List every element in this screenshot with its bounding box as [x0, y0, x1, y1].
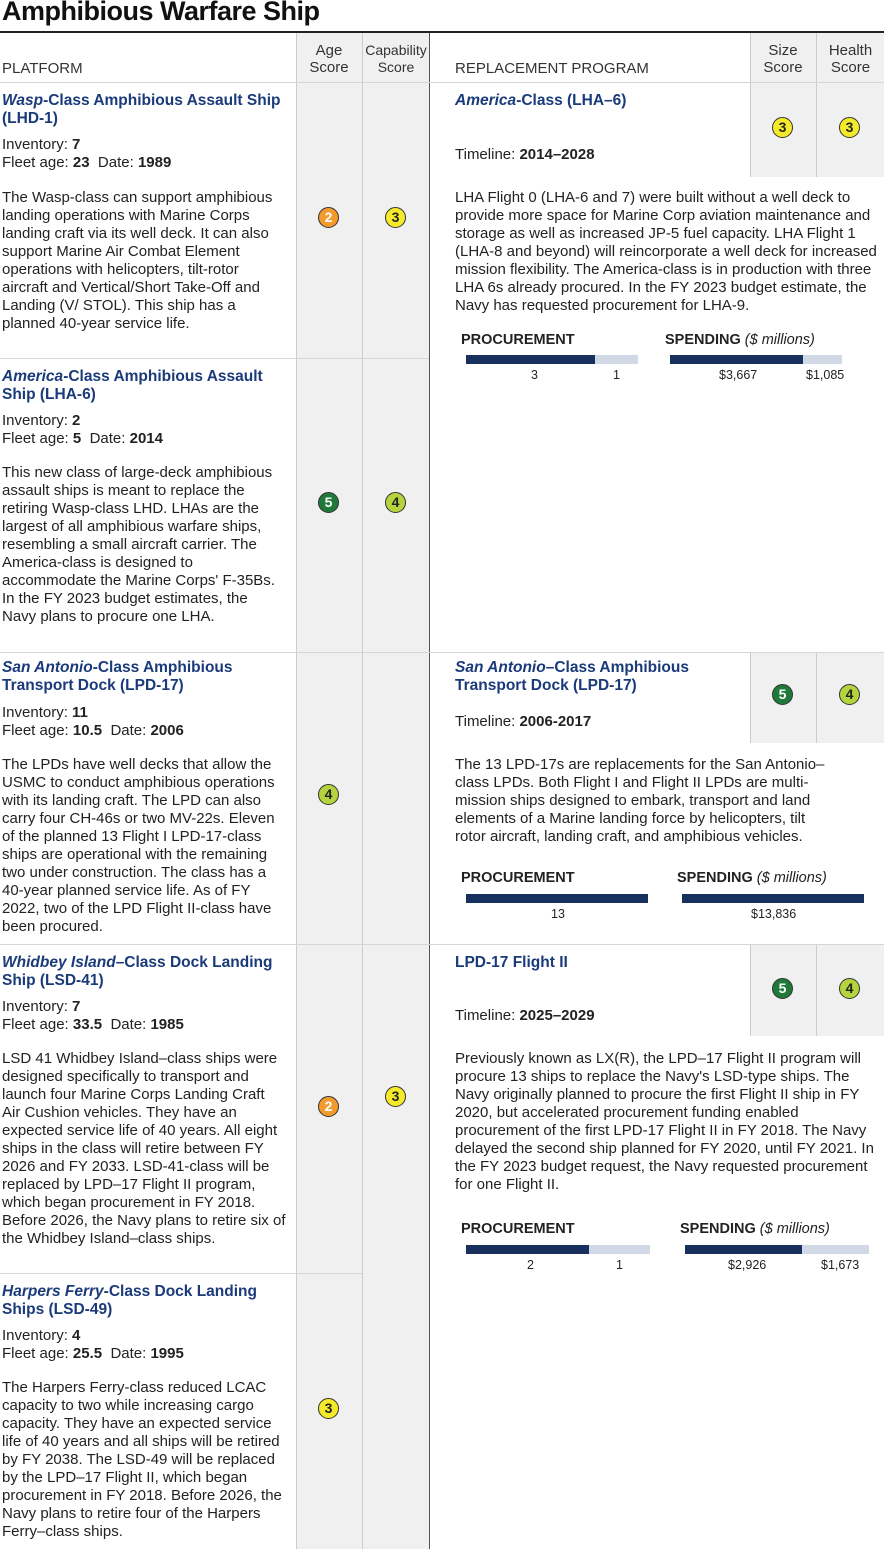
header-line: Health	[828, 42, 873, 59]
platform-description: This new class of large-deck amphibious assault ships is meant to replace the retiring Wasp-class LHD. LHAs are the largest of all amphibious warfare ships, resembling a small aircraft carrier. The America-class is designed to accommodate the Marine Corps' F-35Bs. In the FY 2023 budget estimates, the Navy plans to procure one LHA.	[2, 464, 275, 625]
spending-remaining-value: $1,673	[821, 1258, 860, 1272]
size-score-badge: 5	[772, 978, 793, 999]
header-line: Score	[763, 59, 803, 76]
program-description: The 13 LPD-17s are replacements for the San Antonio–class LPDs. Both Flight I and Flight II LPDs are multi-mission ships designed to embark, transport and land elements of a Marine landing force by helicopters, tilt rotor aircraft, landing craft, and amphibious vehicles.	[455, 756, 825, 845]
age-score-badge: 2	[318, 1096, 339, 1117]
procurement-done-value: 3	[531, 368, 538, 382]
platform-name: Whidbey Island–Class Dock Landing Ship (LSD-41)	[2, 954, 273, 989]
page-title: Amphibious Warfare Ship	[2, 0, 320, 26]
health-score-badge: 4	[839, 978, 860, 999]
size-score-header	[750, 42, 816, 76]
health-score-header	[817, 42, 884, 76]
divider	[750, 945, 751, 1036]
capability-score-badge: 3	[385, 1086, 406, 1107]
platform-meta: Inventory: 2 Fleet age: 5 Date: 2014	[2, 412, 163, 447]
section-divider	[429, 33, 430, 1549]
header-line: Score	[377, 59, 415, 75]
age-score-header	[296, 42, 362, 76]
size-score-badge: 3	[772, 117, 793, 138]
row-rule	[0, 1273, 362, 1274]
procurement-done-value: 13	[551, 907, 565, 921]
platform-meta: Inventory: 7 Fleet age: 23 Date: 1989	[2, 136, 172, 171]
replacement-header: REPLACEMENT PROGRAM	[455, 60, 649, 77]
spending-bar	[685, 1245, 869, 1254]
procurement-bar	[466, 355, 638, 364]
program-name: LPD-17 Flight II	[455, 954, 568, 971]
capability-score-badge: 3	[385, 207, 406, 228]
procurement-bar-fill	[466, 894, 648, 903]
platform-name: Harpers Ferry-Class Dock Landing Ships (LSD-49)	[2, 1283, 257, 1318]
spending-done-value: $2,926	[728, 1258, 767, 1272]
spending-bar-fill	[682, 894, 864, 903]
header-line: Capability	[365, 42, 427, 58]
program-name: America-Class (LHA–6)	[455, 92, 627, 109]
program-name: San Antonio–Class Amphibious Transport Dock (LPD-17)	[455, 659, 689, 694]
health-score-badge: 3	[839, 117, 860, 138]
procurement-bar-fill	[466, 1245, 589, 1254]
procurement-bar	[466, 1245, 650, 1254]
spending-label: SPENDING ($ millions)	[677, 870, 827, 886]
platform-description: The LPDs have well decks that allow the USMC to conduct amphibious operations with its landing craft. The LPD can also carry four CH-46s or two MV-22s. Eleven of the planned 13 Flight I LPD-17-class ships are operational with the remaining two under construction. The class has a 40-year planned service life. As of FY 2022, two of the LPD Flight II-class have been procured.	[2, 756, 275, 935]
procurement-bar-fill	[466, 355, 595, 364]
platform-description: The Harpers Ferry-class reduced LCAC capacity to two while increasing cargo capacity. They have an expected service life of 40 years and all ships will be retired by FY 2038. The LSD-49 will be replaced by the LPD–17 Flight II, which began procurement in FY 2018. Before 2026, the Navy plans to retire four of the Harpers Ferry–class ships.	[2, 1379, 282, 1540]
spending-bar-fill	[670, 355, 803, 364]
header-rule	[0, 82, 884, 83]
spending-done-value: $3,667	[719, 368, 758, 382]
procurement-label: PROCUREMENT	[461, 870, 575, 886]
row-rule	[0, 944, 884, 945]
row-rule	[0, 652, 884, 653]
divider	[816, 652, 817, 743]
platform-header: PLATFORM	[2, 60, 83, 77]
procurement-label: PROCUREMENT	[461, 1221, 575, 1237]
age-score-badge: 4	[318, 784, 339, 805]
capability-score-header	[363, 42, 429, 76]
capability-score-badge: 4	[385, 492, 406, 513]
program-timeline: Timeline: 2014–2028	[455, 146, 595, 163]
program-description: LHA Flight 0 (LHA-6 and 7) were built without a well deck to provide more space for Marine Corp aviation maintenance and storage as well as increased JP-5 fuel capacity. LHA Flight 1 (LHA-8 and beyond) will reincorporate a well deck for increased mission flexibility. The America-class is in production with three LHA 6s already procured. In the FY 2023 budget estimate, the Navy has requested procurement for LHA-9.	[455, 189, 877, 314]
spending-bar	[670, 355, 842, 364]
platform-description: LSD 41 Whidbey Island–class ships were designed specifically to transport and launch four Marine Corps Landing Craft Air Cushion vehicles. They have an expected service life of 40 years. All eight ships in the class will retire between FY 2026 and FY 2033. LSD-41-class will be replaced by LPD–17 Flight II program, which began procurement in FY 2018. Before 2026, the Navy plans to retire six of the Whidbey Island–class ships.	[2, 1050, 286, 1247]
program-timeline: Timeline: 2025–2029	[455, 1007, 595, 1024]
age-score-badge: 3	[318, 1398, 339, 1419]
platform-name: Wasp-Class Amphibious Assault Ship (LHD-1)	[2, 92, 281, 127]
divider	[362, 33, 363, 1549]
spending-label: SPENDING ($ millions)	[680, 1221, 830, 1237]
health-score-badge: 4	[839, 684, 860, 705]
platform-name: America-Class Amphibious Assault Ship (LHA-6)	[2, 368, 263, 403]
procurement-bar	[466, 894, 648, 903]
platform-meta: Inventory: 11 Fleet age: 10.5 Date: 2006	[2, 704, 184, 739]
spending-done-value: $13,836	[751, 907, 797, 921]
platform-description: The Wasp-class can support amphibious landing operations with Marine Corps landing craft via its well deck. It can also support Marine Air Combat Element operations with helicopters, tilt-rotor aircraft and Vertical/Short Take-Off and Landing (V/ STOL). This ship has a planned 40-year service life.	[2, 189, 273, 332]
divider	[296, 33, 297, 1549]
spending-remaining-value: $1,085	[806, 368, 845, 382]
procurement-remaining-value: 1	[616, 1258, 623, 1272]
platform-meta: Inventory: 4 Fleet age: 25.5 Date: 1995	[2, 1327, 184, 1362]
capability-score-column	[363, 33, 429, 1549]
program-description: Previously known as LX(R), the LPD–17 Flight II program will procure 13 ships to replace the Navy's LSD-type ships. The Navy originally planned to procure the first Flight II ship in FY 2020, but accelerated procurement funding enabled procurement of the first LPD-17 Flight II in FY 2018. The Navy delayed the second ship planned for FY 2020, until FY 2021. In the FY 2023 budget request, the Navy requested procurement for one Flight II.	[455, 1050, 874, 1193]
program-timeline: Timeline: 2006-2017	[455, 713, 592, 730]
age-score-badge: 5	[318, 492, 339, 513]
spending-bar-fill	[685, 1245, 802, 1254]
age-score-badge: 2	[318, 207, 339, 228]
row-rule	[0, 358, 429, 359]
platform-name: San Antonio-Class Amphibious Transport Dock (LPD-17)	[2, 659, 233, 694]
procurement-done-value: 2	[527, 1258, 534, 1272]
header-line: Score	[309, 59, 349, 76]
platform-meta: Inventory: 7 Fleet age: 33.5 Date: 1985	[2, 998, 184, 1033]
header-line: Age	[315, 42, 343, 59]
size-score-badge: 5	[772, 684, 793, 705]
header-line: Size	[768, 42, 798, 59]
procurement-remaining-value: 1	[613, 368, 620, 382]
spending-bar	[682, 894, 864, 903]
procurement-label: PROCUREMENT	[461, 332, 575, 348]
header-line: Score	[830, 59, 871, 76]
divider	[816, 945, 817, 1036]
spending-label: SPENDING ($ millions)	[665, 332, 815, 348]
divider	[750, 652, 751, 743]
